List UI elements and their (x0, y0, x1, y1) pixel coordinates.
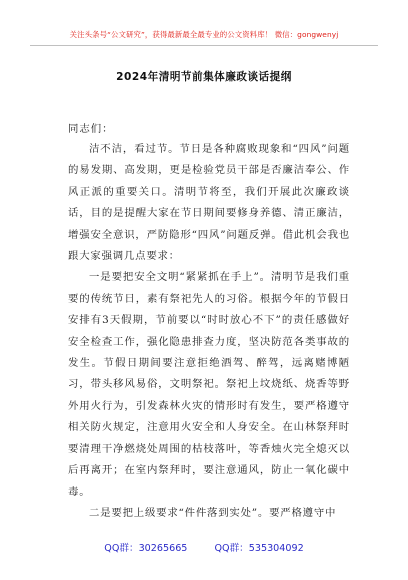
paragraph-requirements: 二是要把上级要求“件件落到实处”。要严格遵守中 (89, 506, 337, 519)
document-title: 2024年清明节前集体廉政谈话提纲 (116, 71, 292, 83)
header-banner: 关注头条号“公文研究”，获得最新最全最专业的公文资料库！ 微信：gongwenyj (69, 30, 339, 39)
footer-qq-group-2: QQ群：535304092 (214, 543, 304, 554)
paragraph-safety: 一是要把安全文明“紧紧抓在手上”。清明节是我们重要的传统节日，素有祭祀先人的习俗。根据今年的节假日安排有3天假期，节前要以“时时放心不下”的责任感做好安全检查工作，强化隐患排查力度，坚决防范各类事故的发生。节假日期间要注意拒绝酒驾、醉驾，远离赌博陋习，带头移风易俗，文明祭祀。祭祀上坟烧纸、烧香等野外用火行为，引发森林火灾的情形时有发生，要严格遵守相关防火规定，注意用火安全和人身安全。在山林祭拜时要清理干净燃烧处周围的枯枝落叶，等香烛火完全熄灭以后再离开；在室内祭拜时，要注意通风，防止一氧化碳中毒。 (68, 271, 350, 498)
header-divider (30, 45, 378, 46)
salutation: 同志们： (68, 123, 114, 135)
footer-qq-group-1: QQ群：30265665 (104, 543, 188, 554)
paragraph-intro: 洁不洁，看过节。节日是各种腐败现象和“四风”问题的易发期、高发期，更是检验党员干部是否廉洁奉公、作风正派的重要关口。清明节将至，我们开展此次廉政谈话，目的是提醒大家在节日期间要修身养德、清正廉洁，增强安全意识，严防隐形“四风”问题反弹。借此机会我也跟大家强调几点要求： (68, 143, 350, 263)
body-clip (0, 139, 408, 533)
footer-contact (0, 540, 408, 554)
document-body (68, 139, 350, 524)
